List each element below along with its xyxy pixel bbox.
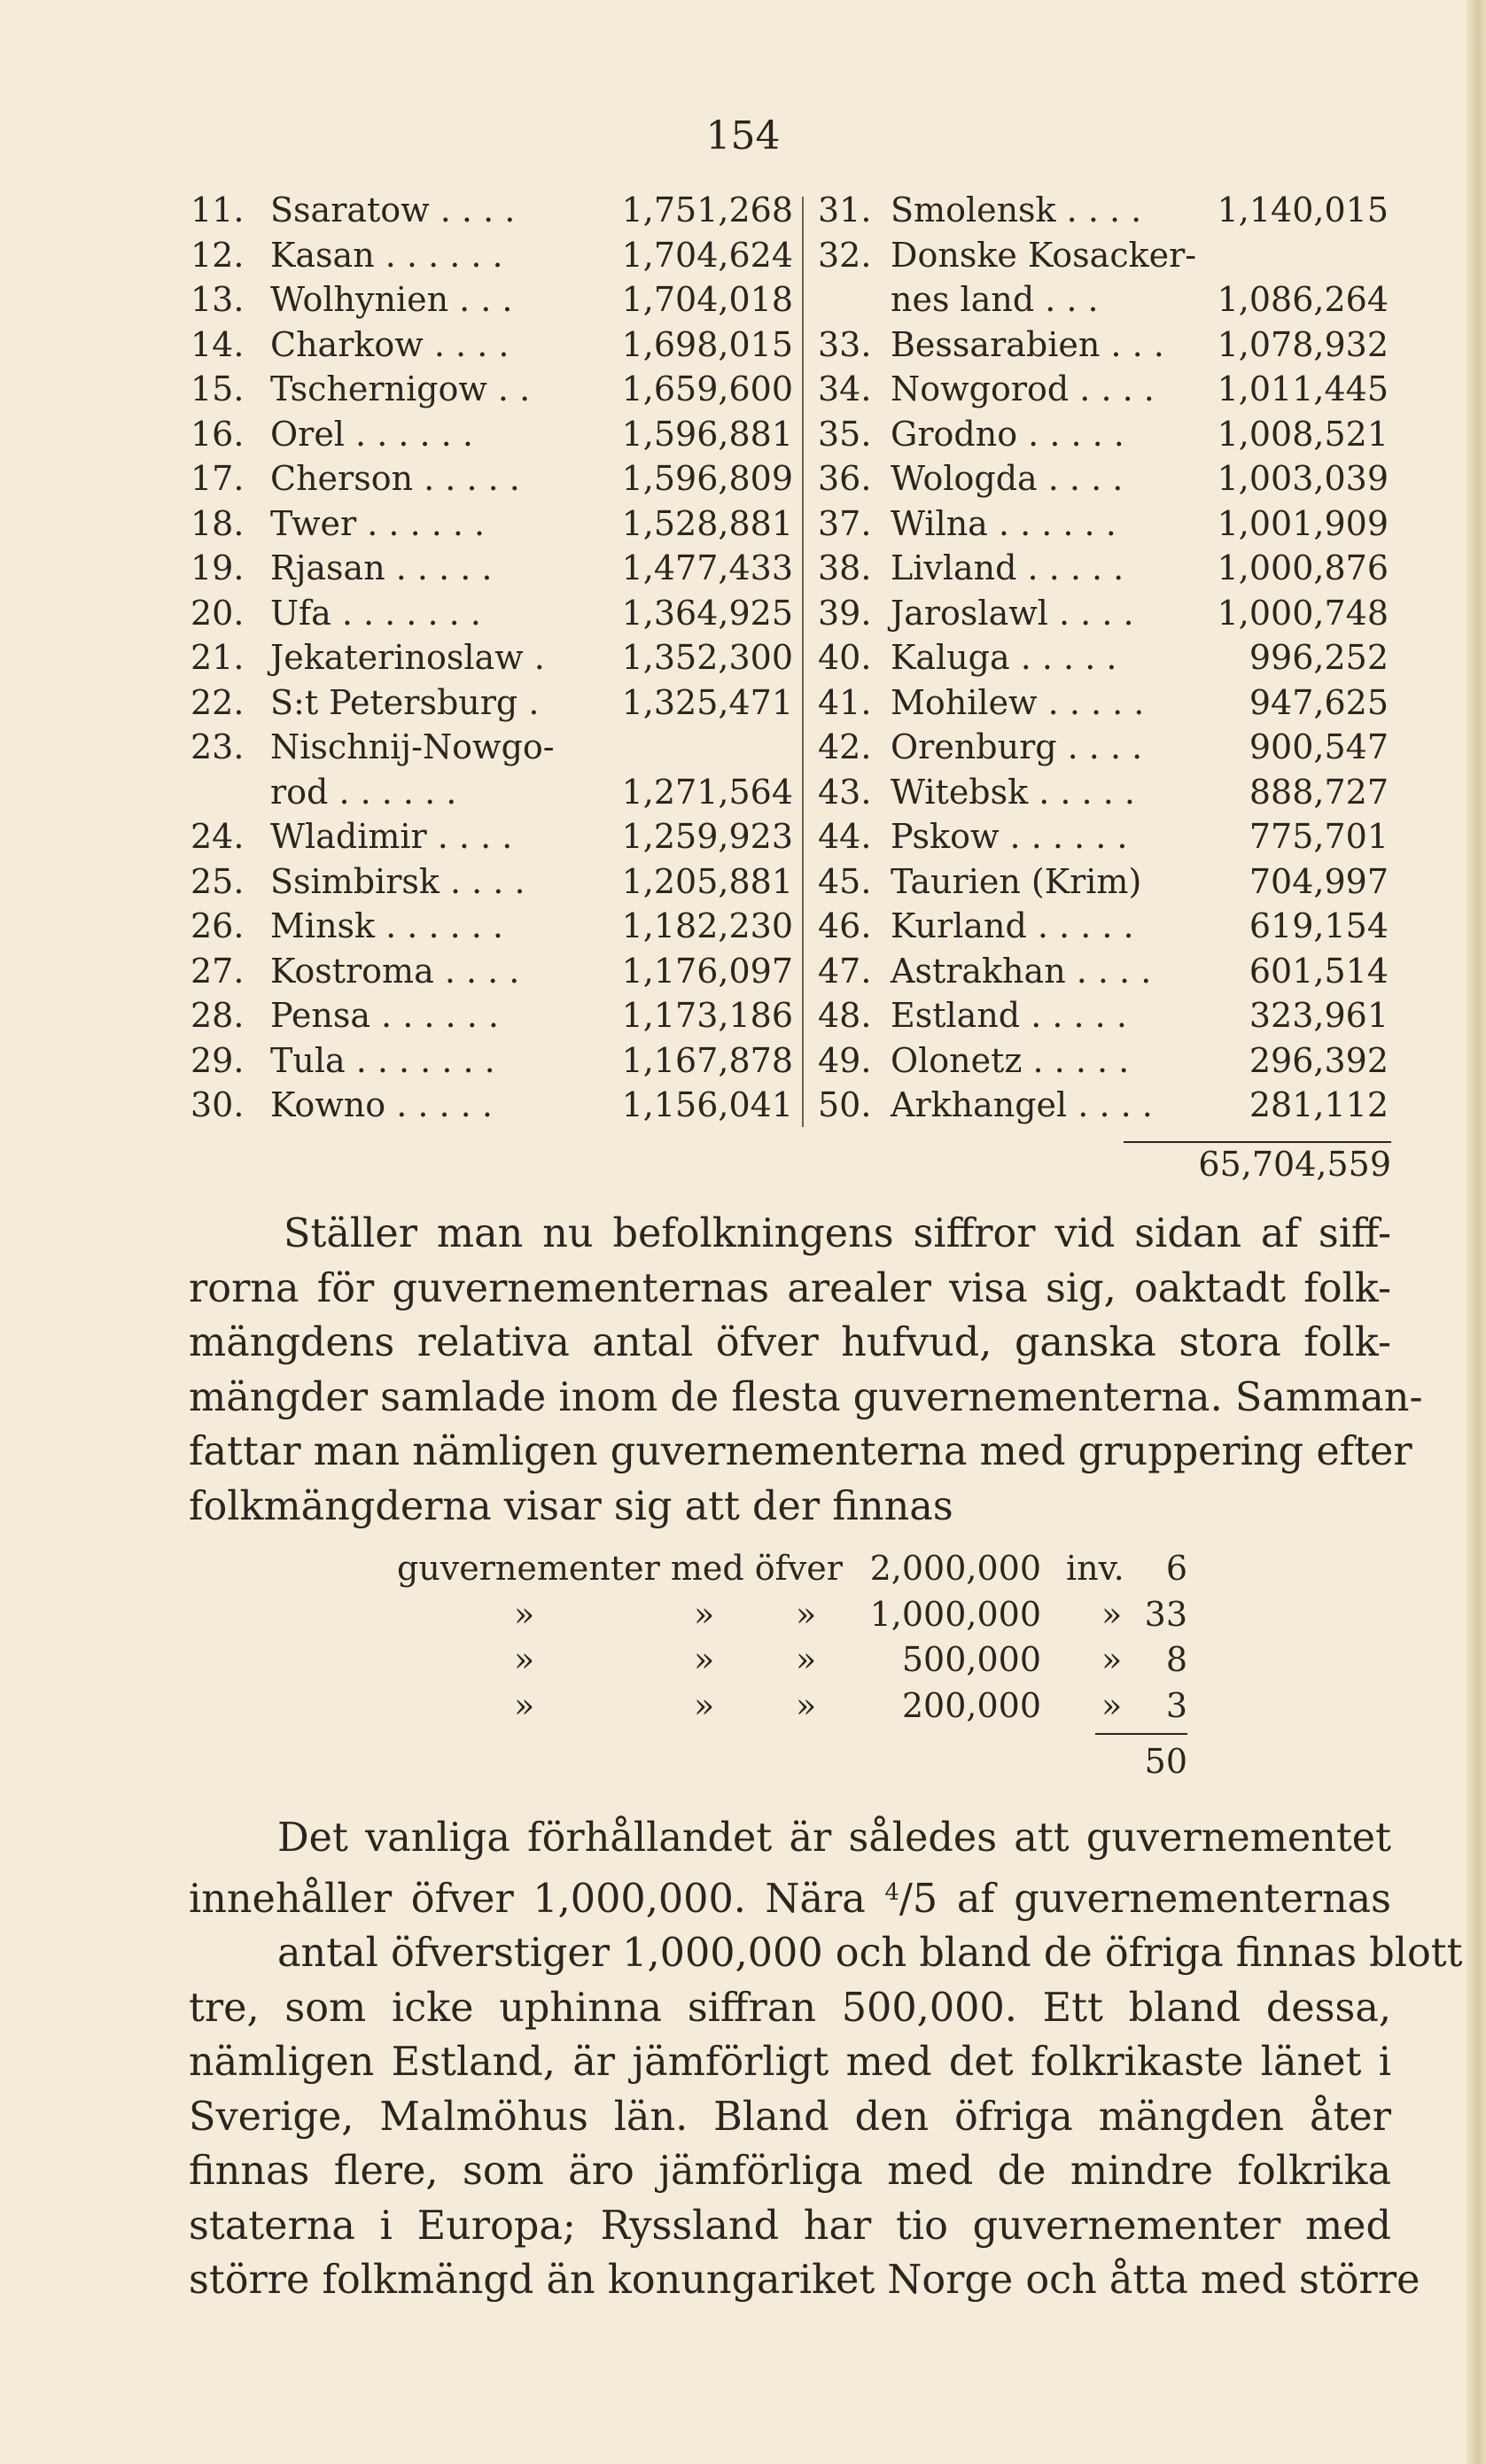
- row-number: 22.: [191, 682, 245, 722]
- row-number: 41.: [818, 682, 872, 722]
- table-row: [182, 188, 802, 233]
- table-row: [182, 904, 802, 949]
- ditto-mark: »: [796, 1685, 817, 1725]
- row-number: 15.: [191, 369, 245, 408]
- summary-row: [0, 1592, 1486, 1638]
- summary-unit: inv.: [1066, 1549, 1124, 1588]
- row-number: 42.: [818, 727, 872, 766]
- table-row: [809, 501, 1404, 547]
- table-row: [182, 859, 802, 905]
- row-number: 18.: [191, 503, 245, 543]
- summary-amount: 200,000: [901, 1685, 1041, 1725]
- row-name: Tschernigow . .: [270, 369, 531, 408]
- total-rule: [1124, 1141, 1391, 1143]
- row-number: 46.: [818, 906, 872, 945]
- summary-count: 3: [1165, 1685, 1187, 1725]
- row-number: 30.: [191, 1085, 245, 1124]
- table-row: [809, 949, 1404, 994]
- row-value: 1,704,018: [621, 280, 793, 319]
- summary-rule: [1095, 1733, 1187, 1735]
- row-number: 43.: [818, 772, 872, 812]
- row-value: 619,154: [1249, 906, 1389, 945]
- row-number: 26.: [191, 906, 245, 945]
- row-name: Wolhynien . . .: [270, 280, 513, 319]
- paragraph-1-line: Ställer man nu befolkningens siffror vid sidan af siff-: [284, 1211, 1391, 1256]
- table-row: [809, 591, 1404, 636]
- row-number: 45.: [818, 861, 872, 901]
- row-name: Smolensk . . . .: [891, 190, 1142, 229]
- paragraph-2-line: Sverige, Malmöhus län. Bland den öfriga mängden åter: [189, 2094, 1391, 2140]
- row-number: 33.: [818, 324, 872, 364]
- row-name: Mohilew . . . . .: [891, 682, 1145, 722]
- table-row: [809, 233, 1404, 278]
- row-name: Astrakhan . . . .: [891, 951, 1152, 991]
- paragraph-1: [189, 1207, 1423, 1534]
- page-edge: [1467, 0, 1486, 2464]
- row-name: Arkhangel . . . .: [891, 1085, 1153, 1124]
- row-name: Kowno . . . . .: [270, 1085, 493, 1124]
- row-value: 1,205,881: [621, 861, 793, 901]
- fraction-numerator: 4: [884, 1878, 899, 1906]
- row-value: 1,751,268: [621, 190, 793, 229]
- table-row: [182, 680, 802, 726]
- row-value: 1,271,564: [621, 772, 793, 812]
- row-name: Rjasan . . . . .: [270, 548, 493, 587]
- row-value: 1,596,809: [621, 459, 793, 498]
- row-name: Estland . . . . .: [891, 996, 1127, 1035]
- paragraph-2-line: staterna i Europa; Ryssland har tio guvernementer med: [189, 2203, 1391, 2249]
- table-left-column: [182, 188, 802, 1128]
- table-row: [809, 814, 1404, 859]
- row-name: Taurien (Krim): [891, 861, 1142, 901]
- table-row: [182, 814, 802, 859]
- row-number: 28.: [191, 996, 245, 1035]
- table-row: [182, 456, 802, 501]
- paragraph-1-line: rorna för guvernementernas arealer visa sig, oaktadt folk-: [189, 1265, 1391, 1311]
- row-number: 38.: [818, 548, 872, 587]
- row-number: 50.: [818, 1085, 872, 1124]
- row-number: 37.: [818, 503, 872, 543]
- row-value: 1,182,230: [621, 906, 793, 945]
- row-number: 25.: [191, 861, 245, 901]
- row-number: 17.: [191, 459, 245, 498]
- row-value: 1,704,624: [621, 235, 793, 275]
- row-value: 900,547: [1249, 727, 1389, 766]
- row-value: 1,596,881: [621, 414, 793, 454]
- summary-label: guvernementer med öfver: [397, 1549, 843, 1588]
- table-row: [809, 277, 1404, 323]
- row-value: 947,625: [1249, 682, 1389, 722]
- row-number: 27.: [191, 951, 245, 991]
- table-row: [809, 904, 1404, 949]
- text-run: innehåller öfver 1,000,000. Nära: [189, 1876, 885, 1922]
- row-value: 323,961: [1249, 996, 1389, 1035]
- row-value: 1,140,015: [1217, 190, 1389, 229]
- ditto-mark: »: [694, 1640, 715, 1679]
- row-value: 996,252: [1249, 638, 1389, 677]
- summary-count: 8: [1165, 1640, 1187, 1679]
- row-number: 47.: [818, 951, 872, 991]
- row-value: 775,701: [1249, 817, 1389, 856]
- row-value: 601,514: [1249, 951, 1389, 991]
- row-name: Kostroma . . . .: [270, 951, 520, 991]
- row-name: Pensa . . . . . .: [270, 996, 499, 1035]
- ditto-mark: »: [1101, 1594, 1123, 1634]
- ditto-mark: »: [1101, 1640, 1123, 1679]
- row-value: 1,698,015: [621, 324, 793, 364]
- row-name: Wologda . . . .: [891, 459, 1124, 498]
- row-name: Orenburg . . . .: [891, 727, 1143, 766]
- paragraph-1-line: mängdens relativa antal öfver hufvud, ganska stora folk-: [189, 1320, 1391, 1365]
- row-name: Kurland . . . . .: [891, 906, 1134, 945]
- table-row: [809, 725, 1404, 770]
- row-number: 16.: [191, 414, 245, 454]
- row-name: Cherson . . . . .: [270, 459, 520, 498]
- row-value: 1,477,433: [621, 548, 793, 587]
- row-number: 24.: [191, 817, 245, 856]
- column-divider: [802, 197, 804, 1127]
- summary-amount: 500,000: [901, 1640, 1041, 1679]
- row-name: Pskow . . . . . .: [891, 817, 1128, 856]
- summary-count: 33: [1144, 1594, 1187, 1634]
- paragraph-1-line: fattar man nämligen guvernementerna med gruppering efter: [189, 1429, 1412, 1474]
- summary-table: [0, 1546, 1486, 1729]
- ditto-mark: »: [514, 1594, 535, 1634]
- row-number: 20.: [191, 593, 245, 633]
- row-name: Jaroslawl . . . .: [891, 593, 1134, 633]
- row-value: 1,364,925: [621, 593, 793, 633]
- row-value: 1,000,748: [1217, 593, 1389, 633]
- table-row: [809, 412, 1404, 457]
- summary-row: [0, 1637, 1486, 1683]
- row-name: Wilna . . . . . .: [891, 503, 1116, 543]
- ditto-mark: »: [514, 1640, 535, 1679]
- summary-count: 6: [1165, 1549, 1187, 1588]
- summary-amount: 2,000,000: [869, 1549, 1041, 1588]
- table-row: [182, 412, 802, 457]
- ditto-mark: »: [694, 1594, 715, 1634]
- row-number: 35.: [818, 414, 872, 454]
- row-name: Bessarabien . . .: [891, 324, 1164, 364]
- row-name: Witebsk . . . . .: [891, 772, 1135, 812]
- table-total: 65,704,559: [1198, 1145, 1391, 1184]
- table-row: [182, 277, 802, 323]
- paragraph-2-line: antal öfverstiger 1,000,000 och bland de öfriga finnas blott: [277, 1931, 1463, 1976]
- row-name: Nowgorod . . . .: [891, 369, 1155, 408]
- row-number: 21.: [191, 638, 245, 677]
- table-row: [182, 323, 802, 368]
- row-value: 296,392: [1249, 1040, 1389, 1080]
- text-run: af guvernementernas: [938, 1876, 1391, 1922]
- row-number: 36.: [818, 459, 872, 498]
- row-name: Nischnij-Nowgo-: [270, 727, 555, 766]
- row-number: 14.: [191, 324, 245, 364]
- row-value: 1,008,521: [1217, 414, 1389, 454]
- row-value: 281,112: [1249, 1085, 1389, 1124]
- row-name: Olonetz . . . . .: [891, 1040, 1130, 1080]
- row-value: 1,659,600: [621, 369, 793, 408]
- ditto-mark: »: [694, 1685, 715, 1725]
- table-row: [809, 770, 1404, 815]
- table-row: [182, 725, 802, 770]
- table-row: [809, 680, 1404, 726]
- row-value: 1,325,471: [621, 682, 793, 722]
- row-name: Kaluga . . . . .: [891, 638, 1117, 677]
- table-row: [809, 635, 1404, 680]
- row-name: S:t Petersburg .: [270, 682, 540, 722]
- row-value: 1,259,923: [621, 817, 793, 856]
- row-number: 23.: [191, 727, 245, 766]
- table-row: [809, 546, 1404, 591]
- row-value: 888,727: [1249, 772, 1389, 812]
- table-row: [809, 456, 1404, 501]
- row-name: Wladimir . . . .: [270, 817, 513, 856]
- row-number: 29.: [191, 1040, 245, 1080]
- table-row: [809, 1038, 1404, 1084]
- fraction-denominator: /5: [899, 1876, 938, 1922]
- paragraph-2-line: finnas flere, som äro jämförliga med de mindre folkrika: [189, 2149, 1391, 2194]
- ditto-mark: »: [796, 1640, 817, 1679]
- row-number: 48.: [818, 996, 872, 1035]
- table-row: [809, 188, 1404, 233]
- table-row: [809, 323, 1404, 368]
- row-name: Orel . . . . . .: [270, 414, 473, 454]
- row-number: 44.: [818, 817, 872, 856]
- paragraph-2: [189, 1811, 1463, 2308]
- table-row: [182, 591, 802, 636]
- row-number: 49.: [818, 1040, 872, 1080]
- row-value: 1,011,445: [1217, 369, 1389, 408]
- row-name: Kasan . . . . . .: [270, 235, 503, 275]
- table-row: [182, 635, 802, 680]
- row-name: Twer . . . . . .: [270, 503, 486, 543]
- summary-total: 50: [1144, 1742, 1187, 1781]
- row-name: Ssimbirsk . . . .: [270, 861, 525, 901]
- table-row: [182, 1083, 802, 1128]
- row-value: 1,078,932: [1217, 324, 1389, 364]
- table-row: [182, 993, 802, 1038]
- row-number: 31.: [818, 190, 872, 229]
- paragraph-1-line: mängder samlade inom de flesta guvernementerna. Samman-: [189, 1374, 1423, 1420]
- row-number: 13.: [191, 280, 245, 319]
- row-name: Minsk . . . . . .: [270, 906, 504, 945]
- row-name: Tula . . . . . . .: [270, 1040, 495, 1080]
- table-right-column: [809, 188, 1404, 1128]
- page-number: 154: [705, 113, 781, 159]
- row-value: 1,086,264: [1217, 280, 1389, 319]
- row-number: 12.: [191, 235, 245, 275]
- row-name: Livland . . . . .: [891, 548, 1124, 587]
- table-row: [182, 949, 802, 994]
- table-row: [182, 770, 802, 815]
- row-value: 1,003,039: [1217, 459, 1389, 498]
- table-row: [182, 233, 802, 278]
- row-number: 11.: [191, 190, 245, 229]
- summary-row: [0, 1683, 1486, 1729]
- paragraph-2-line: [189, 1866, 1391, 1927]
- table-row: [182, 367, 802, 412]
- row-name: Grodno . . . . .: [891, 414, 1124, 454]
- row-name: Charkow . . . .: [270, 324, 510, 364]
- row-name: Ufa . . . . . . .: [270, 593, 481, 633]
- row-name: Donske Kosacker-: [891, 235, 1197, 275]
- row-number: 19.: [191, 548, 245, 587]
- row-value: 704,997: [1249, 861, 1389, 901]
- row-name: rod . . . . . .: [270, 772, 457, 812]
- table-row: [809, 367, 1404, 412]
- row-name: Ssaratow . . . .: [270, 190, 516, 229]
- table-row: [182, 546, 802, 591]
- row-number: 40.: [818, 638, 872, 677]
- paragraph-1-line: folkmängderna visar sig att der finnas: [189, 1483, 953, 1529]
- row-number: 34.: [818, 369, 872, 408]
- row-value: 1,156,041: [621, 1085, 793, 1124]
- row-name: nes land . . .: [891, 280, 1099, 319]
- paragraph-2-line: Det vanliga förhållandet är således att guvernementet: [277, 1815, 1391, 1861]
- paragraph-2-line: nämligen Estland, är jämförligt med det folkrikaste länet i: [189, 2040, 1391, 2085]
- row-value: 1,167,878: [621, 1040, 793, 1080]
- ditto-mark: »: [1101, 1685, 1123, 1725]
- table-row: [182, 501, 802, 547]
- row-value: 1,173,186: [621, 996, 793, 1035]
- table-row: [809, 993, 1404, 1038]
- row-value: 1,352,300: [621, 638, 793, 677]
- row-value: 1,528,881: [621, 503, 793, 543]
- ditto-mark: »: [514, 1685, 535, 1725]
- paragraph-2-line: tre, som icke uphinna siffran 500,000. Ett bland dessa,: [189, 1985, 1391, 2031]
- row-value: 1,001,909: [1217, 503, 1389, 543]
- table-row: [809, 859, 1404, 905]
- row-number: 39.: [818, 593, 872, 633]
- row-number: 32.: [818, 235, 872, 275]
- summary-row: [0, 1546, 1486, 1592]
- summary-amount: 1,000,000: [869, 1594, 1041, 1634]
- table-row: [809, 1083, 1404, 1128]
- table-row: [182, 1038, 802, 1084]
- paragraph-2-line: större folkmängd än konungariket Norge och åtta med större: [189, 2258, 1420, 2303]
- ditto-mark: »: [796, 1594, 817, 1634]
- row-name: Jekaterinoslaw .: [270, 638, 545, 677]
- row-value: 1,176,097: [621, 951, 793, 991]
- row-value: 1,000,876: [1217, 548, 1389, 587]
